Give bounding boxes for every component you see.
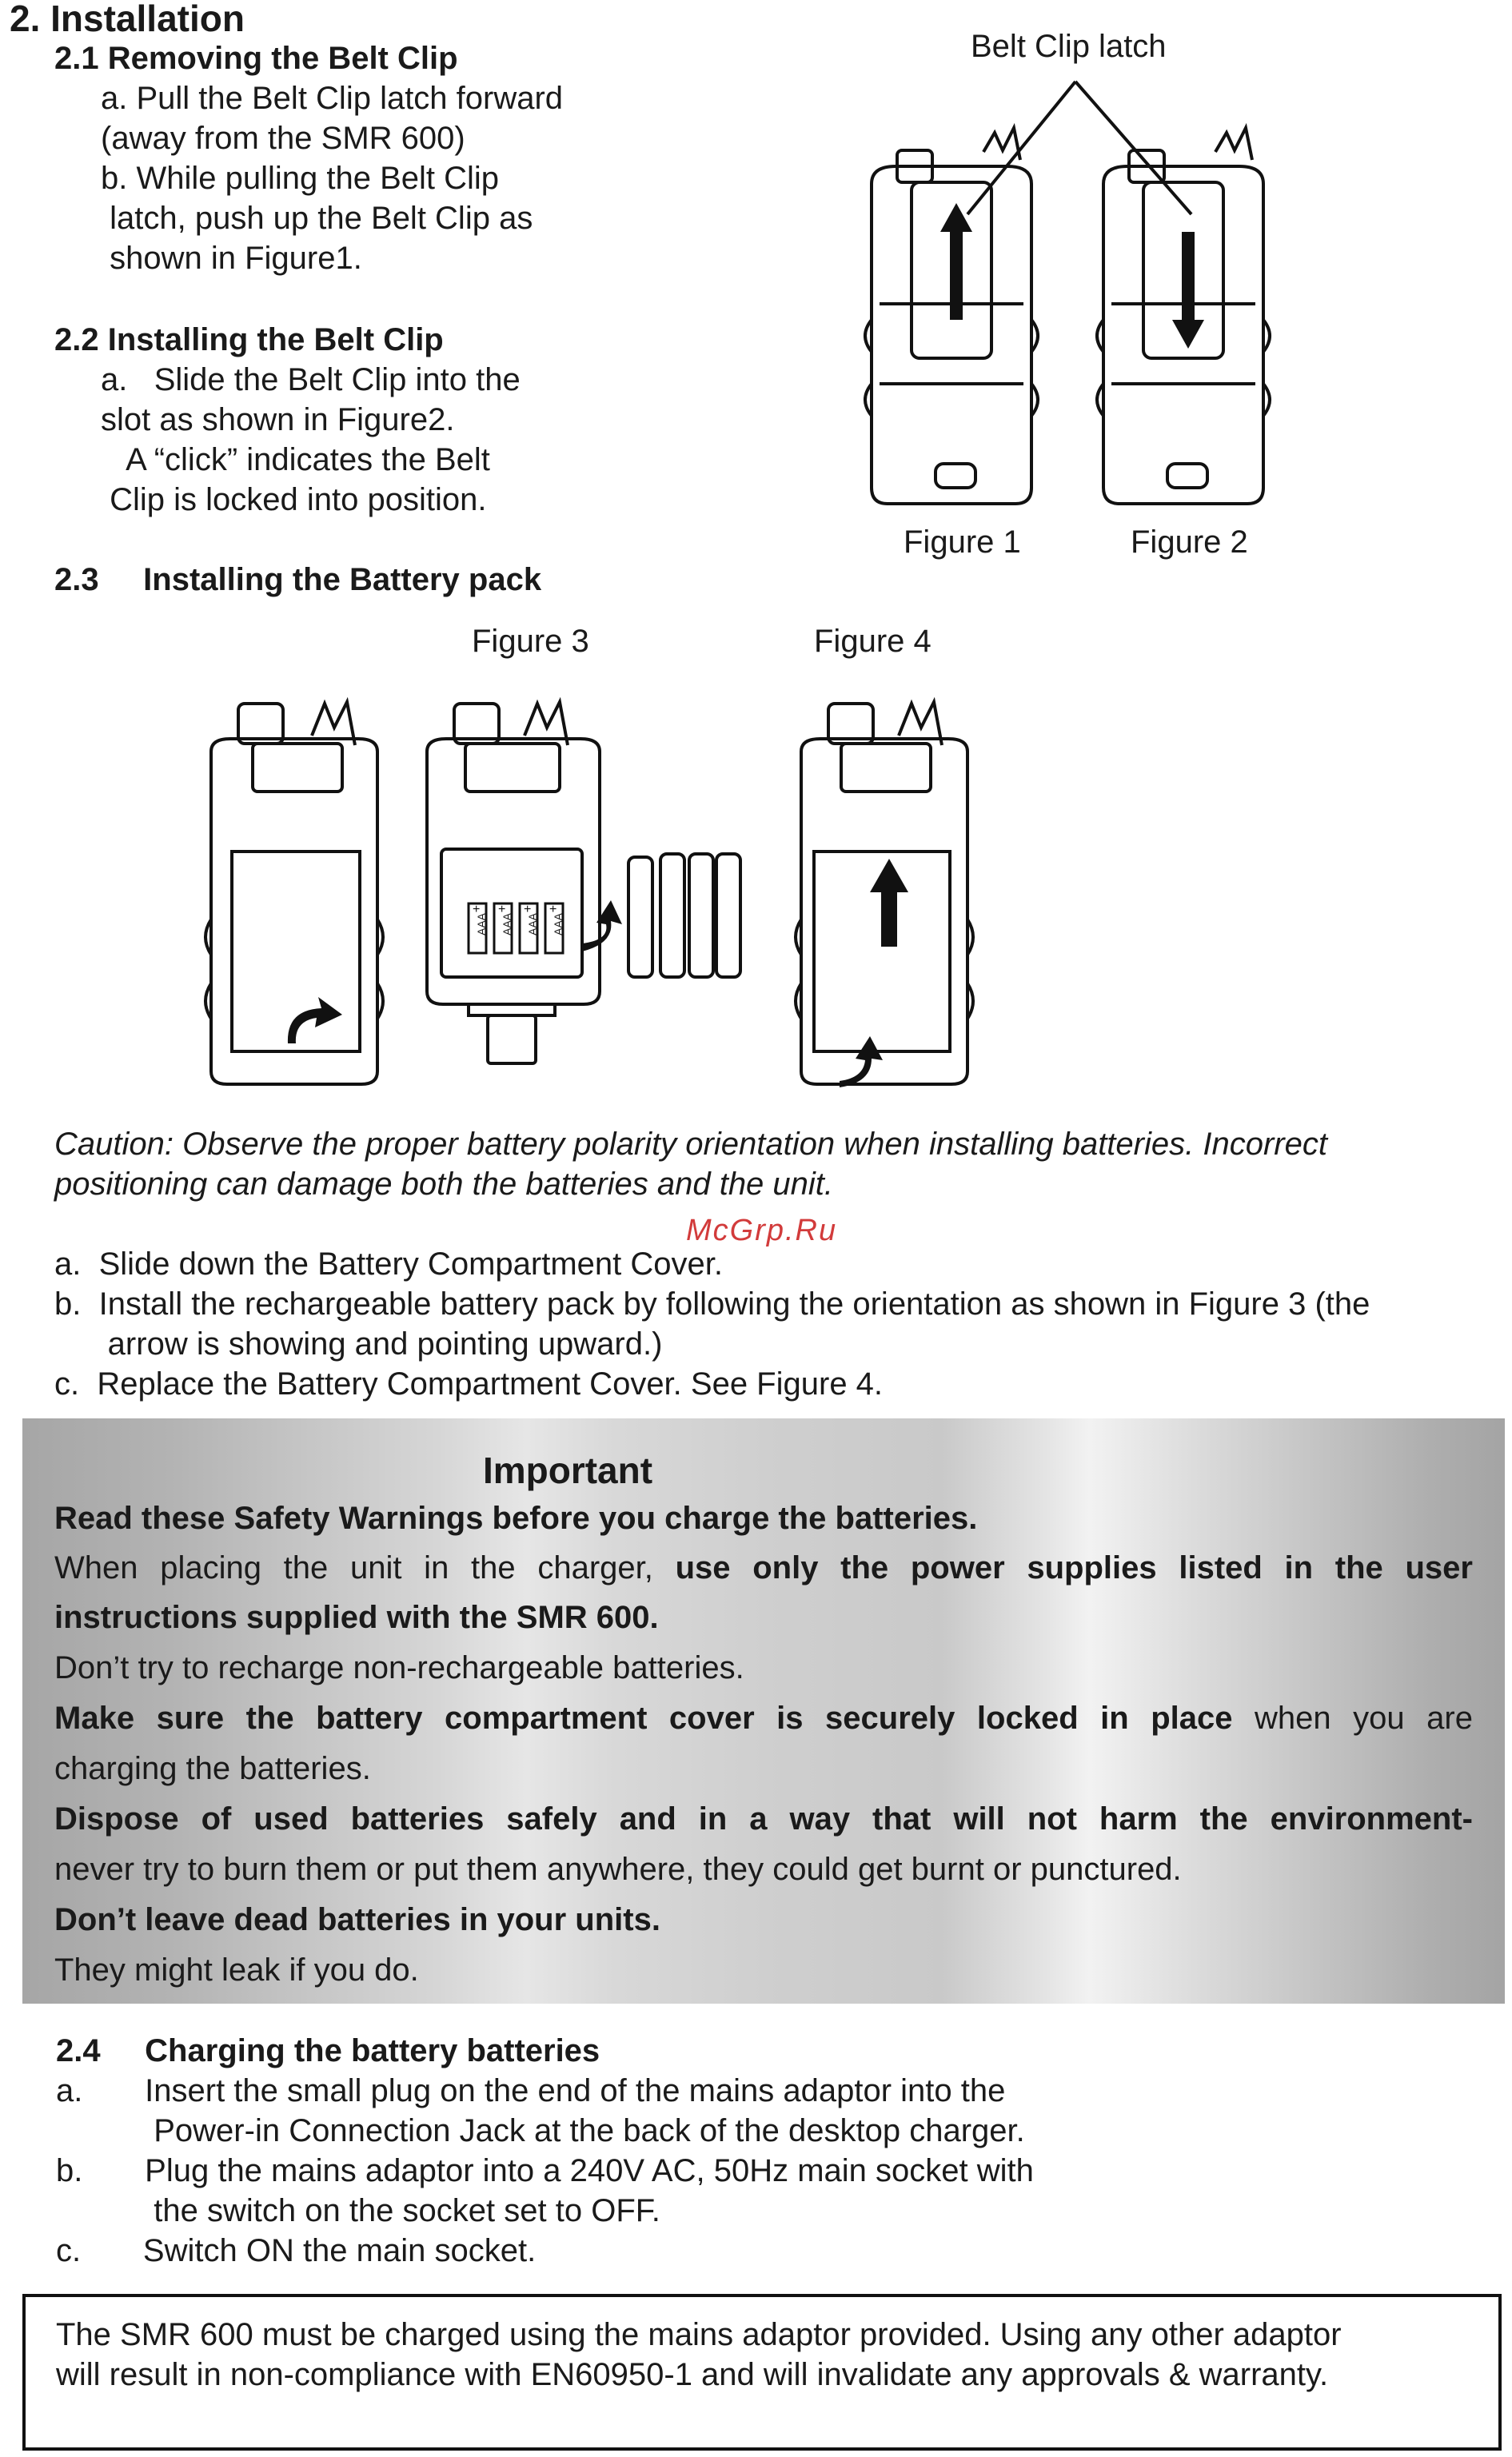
radio-battery-compartment xyxy=(427,702,600,1063)
curved-arrow-icon xyxy=(582,900,622,951)
important-line: They might leak if you do. xyxy=(54,1952,419,1988)
important-bold-text: use only the power supplies listed in the user xyxy=(675,1550,1473,1585)
important-line: Don’t try to recharge non-rechargeable batteries. xyxy=(54,1650,744,1685)
s21-line: b. While pulling the Belt Clip xyxy=(101,161,500,196)
caution-line: positioning can damage both the batteries and the unit. xyxy=(54,1167,834,1202)
important-text: When placing the unit in the charger, xyxy=(54,1550,676,1585)
figure-1-2-drawing xyxy=(848,64,1295,512)
belt-clip-latch-label: Belt Clip latch xyxy=(971,29,1167,64)
battery-cells xyxy=(628,854,740,977)
step-line: c. Replace the Battery Compartment Cover. See Figure 4. xyxy=(54,1366,884,1402)
s24-line: c. Switch ON the main socket. xyxy=(56,2233,537,2268)
important-box xyxy=(22,1418,1505,2004)
s21-title: 2.1 Removing the Belt Clip xyxy=(54,41,458,76)
s22-line: a. Slide the Belt Clip into the xyxy=(101,362,521,397)
important-line xyxy=(54,1698,1473,1738)
important-line: Dispose of used batteries safely and in a way that will not harm the environment- xyxy=(54,1801,1473,1837)
s24-line: the switch on the socket set to OFF. xyxy=(56,2193,660,2228)
svg-text:+: + xyxy=(498,903,506,916)
s22-title: 2.2 Installing the Belt Clip xyxy=(54,322,444,357)
battery-label: AAA xyxy=(526,912,540,936)
svg-text:+: + xyxy=(473,903,481,916)
svg-text:+: + xyxy=(524,903,532,916)
note-line: will result in non-compliance with EN60950-1 and will invalidate any approvals & warranty. xyxy=(56,2357,1329,2392)
s24-title: 2.4 Charging the battery batteries xyxy=(56,2033,600,2068)
step-line: a. Slide down the Battery Compartment Cover. xyxy=(54,1246,723,1282)
important-line: charging the batteries. xyxy=(54,1751,371,1786)
note-box xyxy=(22,2294,1502,2451)
watermark: McGrp.Ru xyxy=(686,1214,838,1247)
arrow-up-icon xyxy=(870,859,908,947)
important-line xyxy=(54,1548,1473,1588)
curved-arrow-icon xyxy=(840,1036,883,1087)
important-title: Important xyxy=(482,1450,653,1491)
s22-line: slot as shown in Figure2. xyxy=(101,402,455,437)
s24-line: Power-in Connection Jack at the back of the desktop charger. xyxy=(56,2113,1025,2148)
figure-3-4-drawing xyxy=(200,680,1031,1103)
step-line: arrow is showing and pointing upward.) xyxy=(54,1326,663,1362)
s21-line: shown in Figure1. xyxy=(101,241,362,276)
figure-1-label: Figure 1 xyxy=(904,525,1021,560)
important-bold-text: Make sure the battery compartment cover is securely locked in place xyxy=(54,1701,1233,1736)
battery-label: AAA xyxy=(552,912,565,936)
s24-line: a. Insert the small plug on the end of the mains adaptor into the xyxy=(56,2073,1006,2108)
arrow-down-icon xyxy=(1172,232,1204,349)
s24-line: b. Plug the mains adaptor into a 240V AC, 50Hz main socket with xyxy=(56,2153,1034,2188)
s22-line: Clip is locked into position. xyxy=(101,482,487,517)
figure-2-label: Figure 2 xyxy=(1131,525,1248,560)
figure-3-label: Figure 3 xyxy=(472,624,589,659)
step-line: b. Install the rechargeable battery pack by following the orientation as shown in Figure 3 (the xyxy=(54,1286,1370,1322)
important-line: Don’t leave dead batteries in your units. xyxy=(54,1902,660,1937)
battery-label: AAA xyxy=(475,912,489,936)
important-line: Read these Safety Warnings before you charge the batteries. xyxy=(54,1501,978,1536)
s23-title: 2.3 Installing the Battery pack xyxy=(54,562,542,597)
s22-line: A “click” indicates the Belt xyxy=(101,442,490,477)
note-line: The SMR 600 must be charged using the mains adaptor provided. Using any other adaptor xyxy=(56,2317,1342,2352)
s21-line: a. Pull the Belt Clip latch forward xyxy=(101,81,564,116)
s21-line: (away from the SMR 600) xyxy=(101,121,465,156)
important-line: instructions supplied with the SMR 600. xyxy=(54,1600,659,1635)
important-text: when you are xyxy=(1232,1701,1473,1736)
figure-4-label: Figure 4 xyxy=(814,624,932,659)
section-title: 2. Installation xyxy=(10,0,245,39)
caution-line: Caution: Observe the proper battery polarity orientation when installing batteries. Incorrect xyxy=(54,1127,1327,1162)
svg-text:+: + xyxy=(549,903,557,916)
battery-label: AAA xyxy=(501,912,514,936)
important-line: never try to burn them or put them anywhere, they could get burnt or punctured. xyxy=(54,1852,1182,1887)
curved-arrow-icon xyxy=(288,997,342,1043)
s21-line: latch, push up the Belt Clip as xyxy=(101,201,533,236)
